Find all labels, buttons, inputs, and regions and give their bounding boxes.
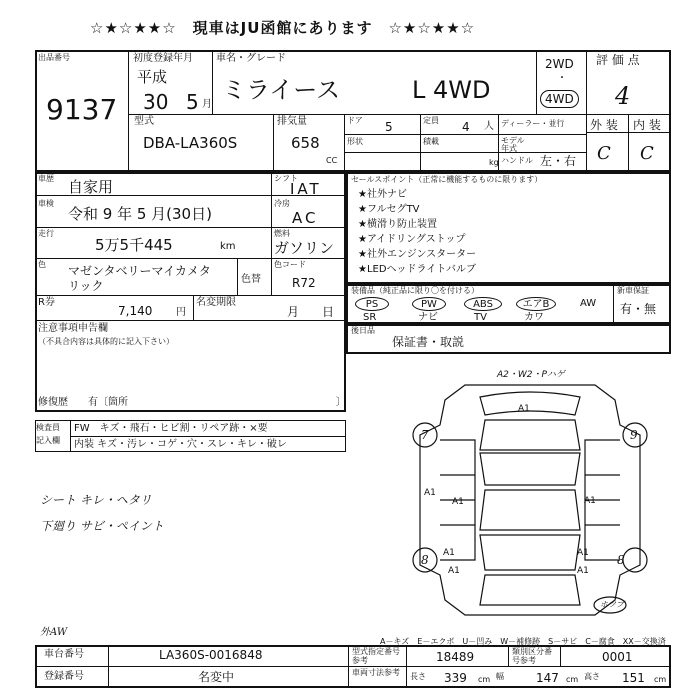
grade-eval-value: 4 (615, 82, 631, 110)
grade-eval-label: 評 価 点 (596, 53, 640, 67)
wheel-rear-right: 8 (617, 553, 625, 567)
dealer-label: ディーラー・並行 (501, 119, 565, 128)
lot-number: 9137 (46, 93, 118, 126)
first-reg-month: 5 (186, 90, 199, 114)
displacement-unit: CC (326, 156, 338, 165)
load-unit: kg (489, 158, 499, 167)
mileage-value: 5万5千445 (95, 236, 173, 254)
damage-mark: A1 (577, 548, 589, 558)
drive-dot: ・ (557, 73, 567, 84)
repair-label: 修復歴 (38, 397, 68, 408)
selling-points-label: セールスポイント（正常に機能するものに限ります） (351, 175, 543, 184)
recycle-unit: 円 (176, 307, 186, 318)
drive-2wd: 2WD (545, 57, 574, 71)
handle-label: ハンドル (501, 156, 533, 165)
width-value: 147 (536, 671, 559, 685)
chassis-label: 車台番号 (44, 649, 84, 660)
inspector-label-2: 記入欄 (36, 436, 60, 445)
height-unit: cm (654, 675, 667, 684)
new-warranty-label: 新車保証 (617, 286, 649, 295)
interior-label: 内 装 (633, 118, 661, 132)
first-reg-label: 初度登録年月 (133, 53, 193, 64)
equipment-label: 装備品（純正品に限り〇を付ける） (351, 286, 479, 295)
notes-label: 注意事項申告欄 (38, 323, 108, 334)
category-value: 0001 (602, 650, 633, 664)
equip-sr: SR (363, 312, 377, 323)
fuel-label: 燃料 (274, 229, 290, 238)
type-value: DBA-LA360S (143, 134, 238, 152)
handle-value: 左・右 (540, 154, 577, 168)
aircon-value: AC (292, 209, 319, 227)
equip-navi: ナビ (418, 312, 438, 323)
interior-value: C (640, 143, 654, 164)
wheel-front-right: 9 (630, 428, 638, 442)
equip-pw: PW (412, 297, 446, 311)
exterior-label: 外 装 (590, 118, 618, 132)
equip-leather: カワ (524, 312, 544, 323)
inspector-row-2: 内装 キズ・汚レ・コゲ・穴・スレ・キレ・破レ (74, 439, 287, 450)
equip-tv: TV (474, 312, 487, 323)
registration-value: 名変中 (198, 670, 235, 684)
category-label: 類別区分番号参考 (512, 647, 552, 665)
selling-point-item: ★社外エンジンスターター (358, 249, 477, 260)
repair-value: 有〔箇所 (88, 397, 128, 408)
mileage-label: 走行 (38, 229, 54, 238)
inspector-row-1: FW キズ・飛石・ヒビ割・リペア跡・×要 (74, 423, 268, 434)
capacity-unit: 人 (484, 121, 494, 132)
recycle-value: 7,140 (118, 304, 153, 318)
wheel-rear-left: 8 (421, 553, 429, 567)
damage-mark: A1 (452, 497, 464, 507)
doors-label: ドア (347, 116, 363, 125)
handwritten-note-1: シート キレ・ヘタリ (40, 493, 152, 507)
length-value: 339 (444, 671, 467, 685)
first-reg-year: 30 (143, 90, 169, 114)
equip-ps: PS (355, 297, 389, 311)
lot-label: 出品番号 (38, 53, 70, 62)
usage-label: 車歴 (38, 174, 54, 183)
width-unit: cm (566, 675, 579, 684)
first-reg-month-unit: 月 (202, 99, 212, 110)
selling-point-item: ★フルセグTV (358, 204, 420, 215)
load-label: 積載 (423, 137, 439, 146)
exterior-value: C (597, 143, 611, 164)
color-value-line2: リック (68, 279, 104, 293)
handwritten-note-2: 下廻り サビ・ペイント (40, 519, 164, 533)
shift-label: シフト (274, 174, 298, 183)
model-year-label: モデル年式 (501, 136, 525, 153)
selling-point-item: ★横滑り防止装置 (358, 219, 437, 230)
displacement-value: 658 (291, 134, 320, 152)
color-value-line1: マゼンタベリーマイカメタ (68, 264, 211, 278)
new-warranty-value: 有・無 (620, 302, 657, 316)
damage-mark: A1 (424, 488, 436, 498)
equip-abs: ABS (464, 297, 502, 311)
repair-close: 〕 (336, 397, 346, 408)
model-grade: L 4WD (412, 76, 491, 104)
banner: ☆★☆★★☆ 現車はJU函館にあります ☆★☆★★☆ (90, 19, 476, 37)
selling-point-item: ★社外ナビ (358, 189, 407, 200)
wheel-front-left: 7 (421, 428, 429, 442)
hook-note: ホツプ (600, 600, 624, 609)
designation-label: 型式指定番号参考 (352, 647, 400, 665)
inspection-label: 車検 (38, 199, 54, 208)
fuel-value: ガソリン (274, 239, 335, 257)
equip-airbag: エアB (516, 297, 556, 311)
length-unit: cm (478, 675, 491, 684)
damage-mark: A1 (577, 566, 589, 576)
docs-label: 後日品 (351, 326, 375, 335)
color-change-label: 色替 (241, 274, 261, 285)
color-code-label: 色コード (274, 260, 306, 269)
title-deadline-month: 月 (287, 305, 300, 319)
model-name: ミライース (222, 76, 341, 104)
dimensions-label: 車両寸法参考 (352, 668, 400, 677)
title-deadline-label: 名変期限 (196, 297, 236, 308)
aircon-label: 冷房 (274, 199, 290, 208)
title-deadline-day: 日 (322, 305, 335, 319)
designation-value: 18489 (436, 650, 475, 664)
inspector-label-1: 検査員 (36, 423, 60, 432)
model-label: 車名・グレード (216, 53, 286, 64)
diagram-top-note: A2・W2・Pハゲ (497, 370, 565, 380)
damage-mark: A1 (443, 548, 455, 558)
capacity-value: 4 (462, 120, 470, 134)
inspection-value: 令和 9 年 5 月(30日) (68, 205, 212, 223)
shift-value: IAT (290, 180, 322, 198)
length-label: 長さ (410, 672, 426, 681)
usage-value: 自家用 (68, 178, 114, 196)
capacity-label: 定員 (423, 116, 439, 125)
damage-mark: A1 (448, 566, 460, 576)
selling-point-item: ★LEDヘッドライトバルブ (358, 264, 477, 275)
car-damage-diagram (395, 365, 665, 635)
recycle-label: R券 (38, 297, 55, 308)
docs-value: 保証書・取説 (392, 335, 465, 349)
width-label: 幅 (496, 672, 504, 681)
damage-legend: A－キズ E－エクボ U－凹み W－補修跡 S－サビ C－腐食 XX－交換済 (380, 637, 666, 646)
registration-label: 登録番号 (44, 671, 84, 682)
chassis-value: LA360S-0016848 (159, 648, 263, 662)
drive-4wd-circled: 4WD (540, 90, 579, 108)
handwritten-note-3: 外AW (40, 627, 68, 638)
shape-label: 形状 (347, 137, 363, 146)
selling-point-item: ★アイドリングストップ (358, 234, 466, 245)
equip-aw: AW (580, 298, 597, 309)
mileage-unit: km (220, 241, 236, 252)
type-label: 型式 (134, 116, 154, 127)
height-value: 151 (622, 671, 645, 685)
color-label: 色 (38, 260, 46, 269)
first-reg-era: 平成 (137, 68, 168, 86)
color-code-value: R72 (292, 276, 316, 290)
height-label: 高さ (584, 672, 600, 681)
notes-sub: （不具合内容は具体的に記入下さい） (38, 337, 174, 346)
damage-mark: A1 (584, 496, 596, 506)
doors-value: 5 (385, 120, 393, 134)
displacement-label: 排気量 (277, 116, 307, 127)
damage-mark: A1 (518, 404, 530, 414)
